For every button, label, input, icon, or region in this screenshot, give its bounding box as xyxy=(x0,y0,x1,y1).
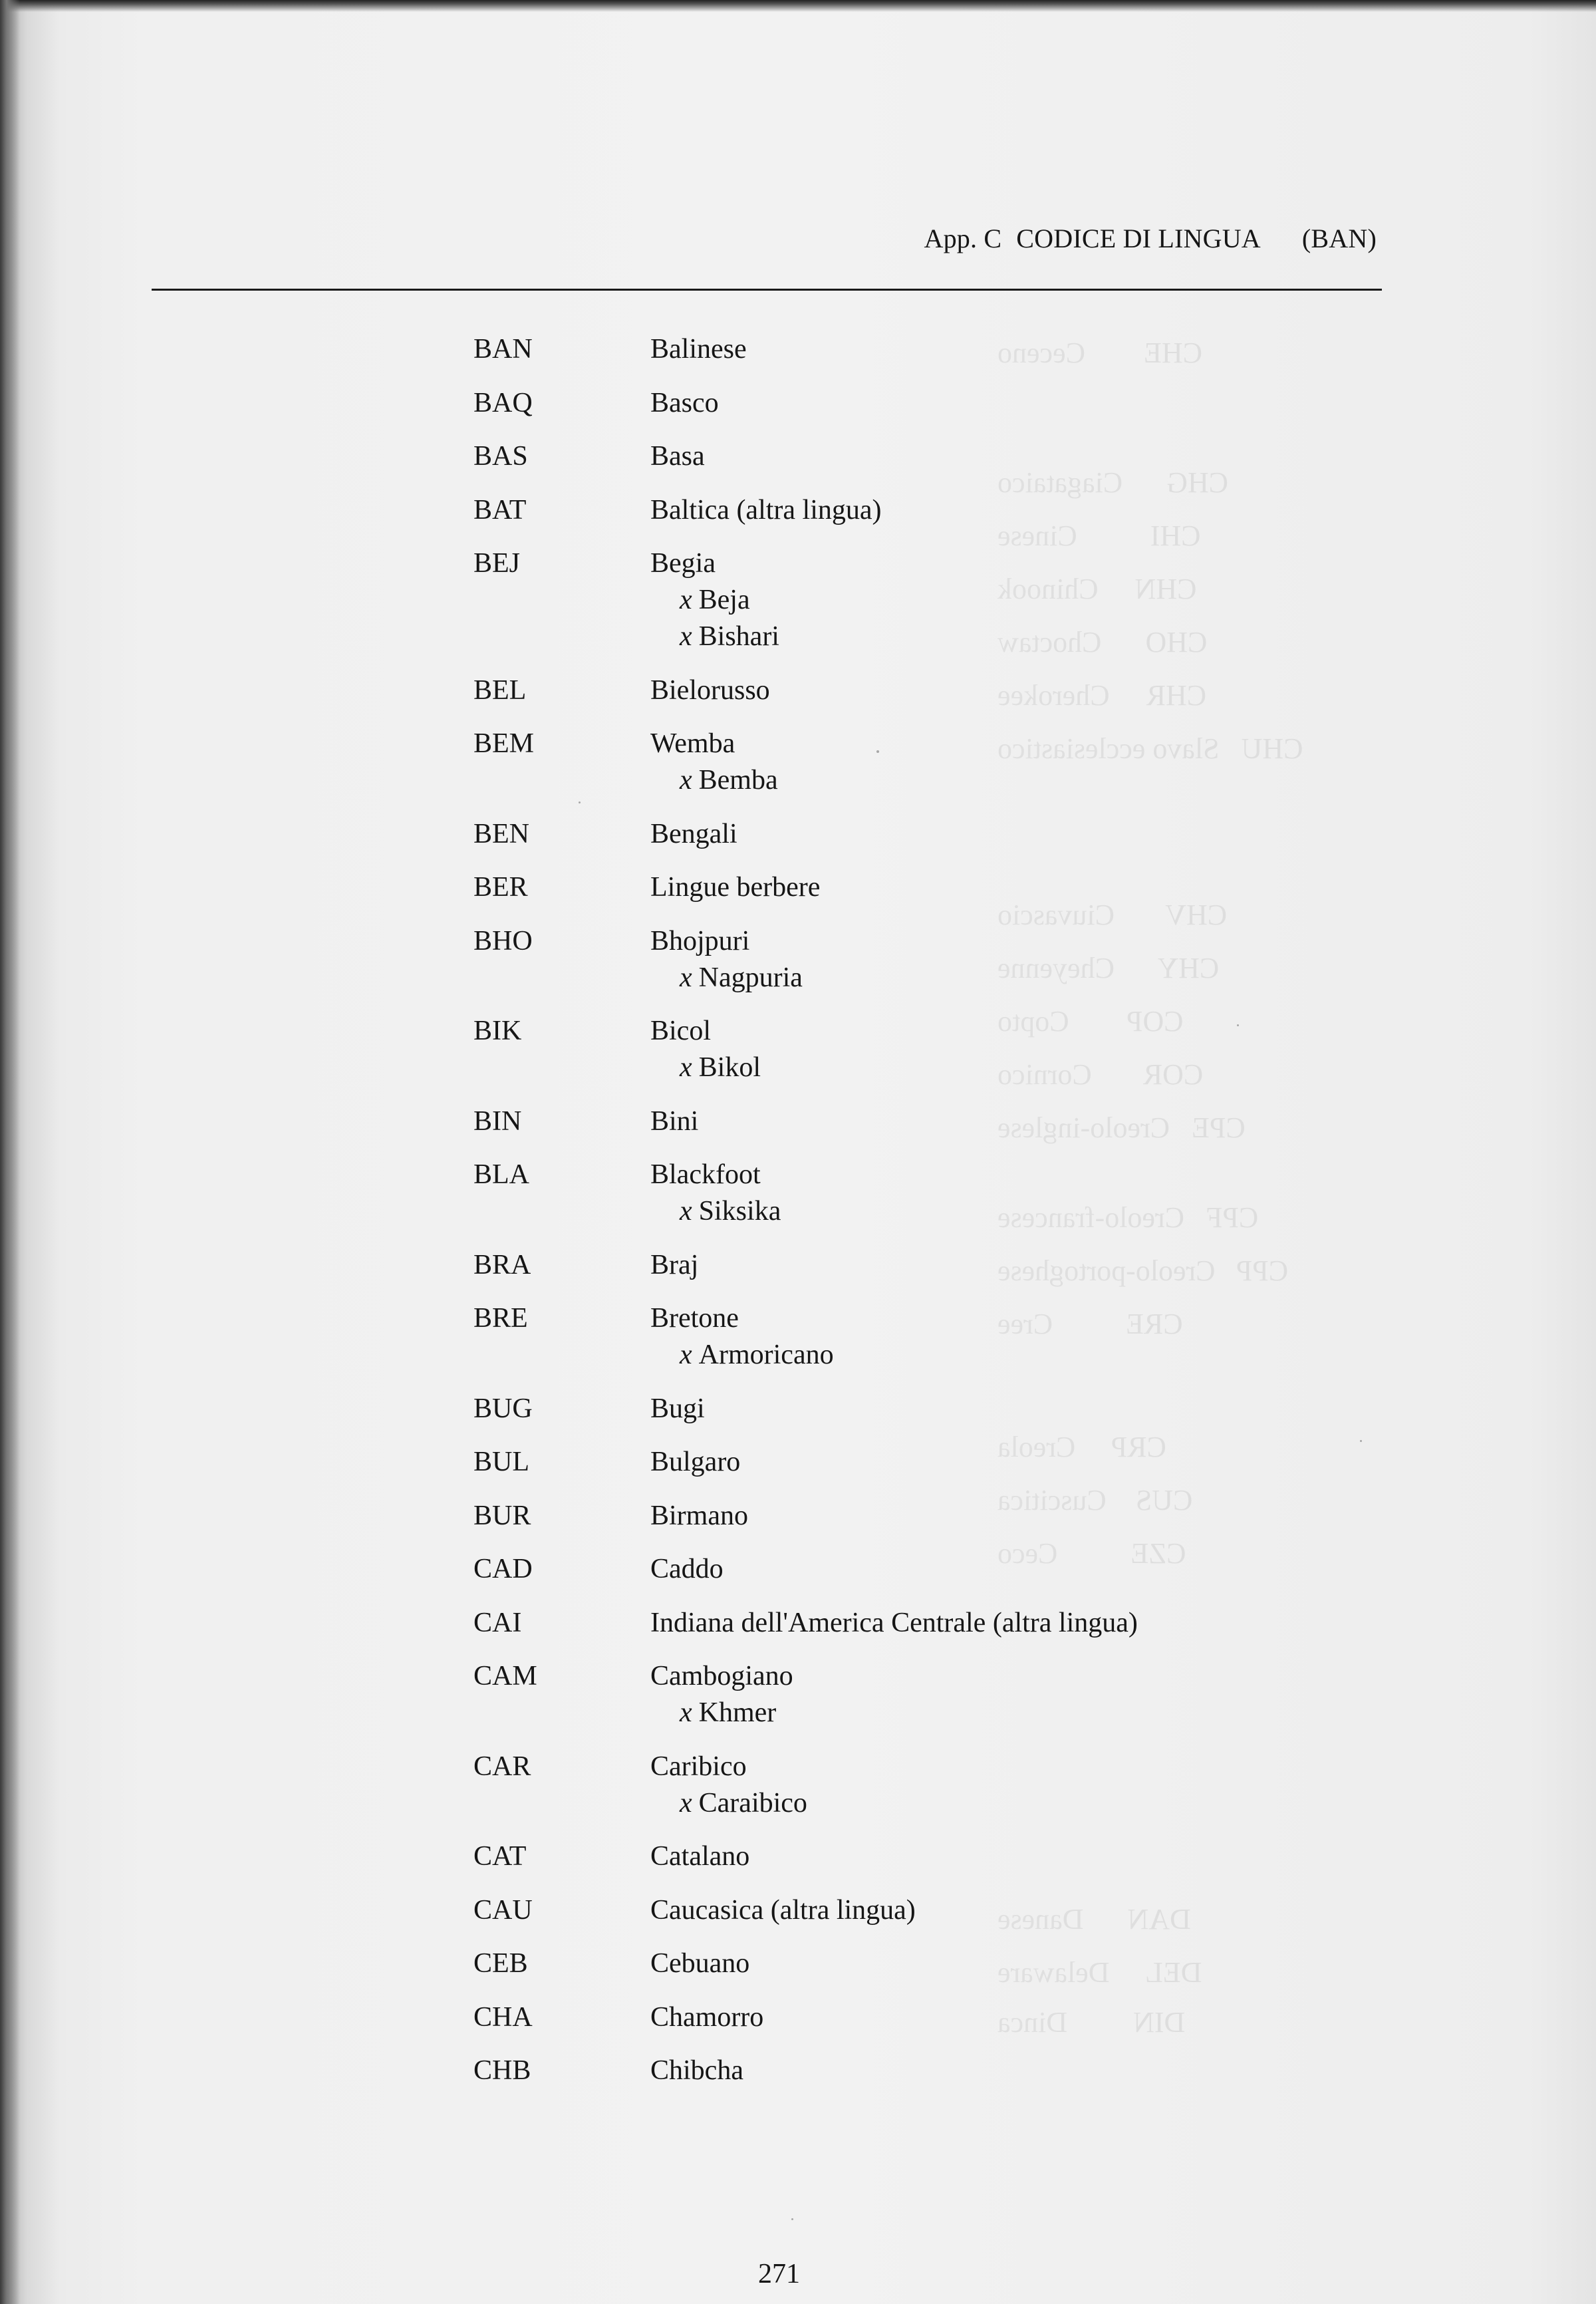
language-name: Chibcha xyxy=(650,2055,743,2086)
cross-reference xyxy=(680,1050,761,1086)
language-name: Chamorro xyxy=(650,2002,764,2033)
appendix-label: App. C xyxy=(924,223,1002,253)
language-name: Begia xyxy=(650,548,716,579)
language-name: Bengali xyxy=(650,819,737,849)
language-name: Caddo xyxy=(650,1554,724,1584)
xref-marker: x xyxy=(680,765,692,795)
language-code: BUR xyxy=(473,1501,531,1531)
language-name: Wemba xyxy=(650,728,735,759)
language-code: BLA xyxy=(473,1159,529,1190)
language-code: BAS xyxy=(473,441,528,472)
language-code: CAT xyxy=(473,1841,527,1872)
language-name: Caribico xyxy=(650,1751,747,1782)
paper-speck xyxy=(579,801,581,803)
xref-name: Khmer xyxy=(698,1697,777,1728)
cross-reference xyxy=(680,762,778,799)
language-name: Bhojpuri xyxy=(650,926,750,956)
xref-name: Nagpuria xyxy=(698,962,803,993)
xref-marker: x xyxy=(680,1052,692,1083)
language-name: Basa xyxy=(650,441,705,472)
xref-marker: x xyxy=(680,1788,692,1818)
language-code: CHA xyxy=(473,2002,533,2033)
xref-marker: x xyxy=(680,1340,692,1370)
language-name: Basco xyxy=(650,388,719,418)
language-name: Lingue berbere xyxy=(650,872,821,903)
paper-speck xyxy=(1237,1024,1239,1026)
cross-reference xyxy=(680,1785,807,1822)
xref-name: Armoricano xyxy=(698,1340,834,1370)
language-name: Baltica (altra lingua) xyxy=(650,495,882,525)
cross-reference xyxy=(680,960,803,996)
xref-name: Bikol xyxy=(698,1052,761,1083)
xref-marker: x xyxy=(680,621,692,652)
language-code: BIK xyxy=(473,1016,522,1046)
xref-name: Bishari xyxy=(698,621,779,652)
language-code: BEJ xyxy=(473,548,521,579)
language-name: Bulgaro xyxy=(650,1447,741,1477)
language-code: CEB xyxy=(473,1948,528,1979)
code-range: (BAN) xyxy=(1301,223,1377,253)
cross-reference xyxy=(680,582,750,619)
xref-name: Caraibico xyxy=(698,1788,807,1818)
xref-name: Bemba xyxy=(698,765,778,795)
language-code: BUL xyxy=(473,1447,529,1477)
xref-marker: x xyxy=(680,1196,692,1226)
language-code: BRA xyxy=(473,1250,531,1280)
language-name: Cebuano xyxy=(650,1948,750,1979)
language-code: BHO xyxy=(473,926,533,956)
paper-speck xyxy=(876,750,879,753)
language-code: BAQ xyxy=(473,388,533,418)
language-code: BIN xyxy=(473,1106,522,1137)
language-name: Bugi xyxy=(650,1393,705,1424)
language-name: Bielorusso xyxy=(650,675,770,706)
xref-marker: x xyxy=(680,585,692,615)
xref-marker: x xyxy=(680,962,692,993)
cross-reference xyxy=(680,619,779,655)
language-name: Cambogiano xyxy=(650,1661,793,1691)
language-name: Bretone xyxy=(650,1303,739,1334)
language-code: CAD xyxy=(473,1554,533,1584)
language-code: BAT xyxy=(473,495,527,525)
page-number: 271 xyxy=(758,2259,800,2289)
xref-name: Siksika xyxy=(698,1196,781,1226)
language-code: BEL xyxy=(473,675,527,706)
language-code: CAU xyxy=(473,1895,533,1926)
language-name: Catalano xyxy=(650,1841,750,1872)
language-code: CAR xyxy=(473,1751,531,1782)
language-name: Bicol xyxy=(650,1016,711,1046)
language-name: Blackfoot xyxy=(650,1159,761,1190)
xref-marker: x xyxy=(680,1697,692,1728)
show-through-bleed: CHE Ceceno CHG Ciagataico CHI Cinese CHN Chinook CHO Choctaw CHR Cherokee CHU Slavo ecclesiastico CHV Ciuvascio CHY Cheyenne COP Copto COR Cornico CPE Creolo-inglese CPF Creolo-francese CPP Creolo-portoghese CRE Cree CRP Creola CUS Cuscitica CZE Ceco DAN Danese DEL Delaware DIN Dinca xyxy=(998,337,1303,2039)
language-code: BEM xyxy=(473,728,535,759)
language-code: CHB xyxy=(473,2055,531,2086)
cross-reference xyxy=(680,1337,834,1373)
cross-reference xyxy=(680,1695,776,1731)
language-name: Caucasica (altra lingua) xyxy=(650,1895,916,1926)
paper-speck xyxy=(791,2218,793,2220)
language-code: CAI xyxy=(473,1608,522,1638)
language-name: Birmano xyxy=(650,1501,748,1531)
language-code: BUG xyxy=(473,1393,533,1424)
language-name: Balinese xyxy=(650,334,747,364)
cross-reference xyxy=(680,1193,781,1230)
language-code: BAN xyxy=(473,334,533,364)
xref-name: Beja xyxy=(698,585,750,615)
language-name: Braj xyxy=(650,1250,699,1280)
paper-speck xyxy=(1360,1440,1362,1442)
language-name: Bini xyxy=(650,1106,699,1137)
language-code: BRE xyxy=(473,1303,528,1334)
language-code: BER xyxy=(473,872,528,903)
language-name: Indiana dell'America Centrale (altra lingua) xyxy=(650,1608,1138,1638)
language-code: BEN xyxy=(473,819,529,849)
section-title: CODICE DI LINGUA xyxy=(1016,223,1261,253)
language-code: CAM xyxy=(473,1661,537,1691)
